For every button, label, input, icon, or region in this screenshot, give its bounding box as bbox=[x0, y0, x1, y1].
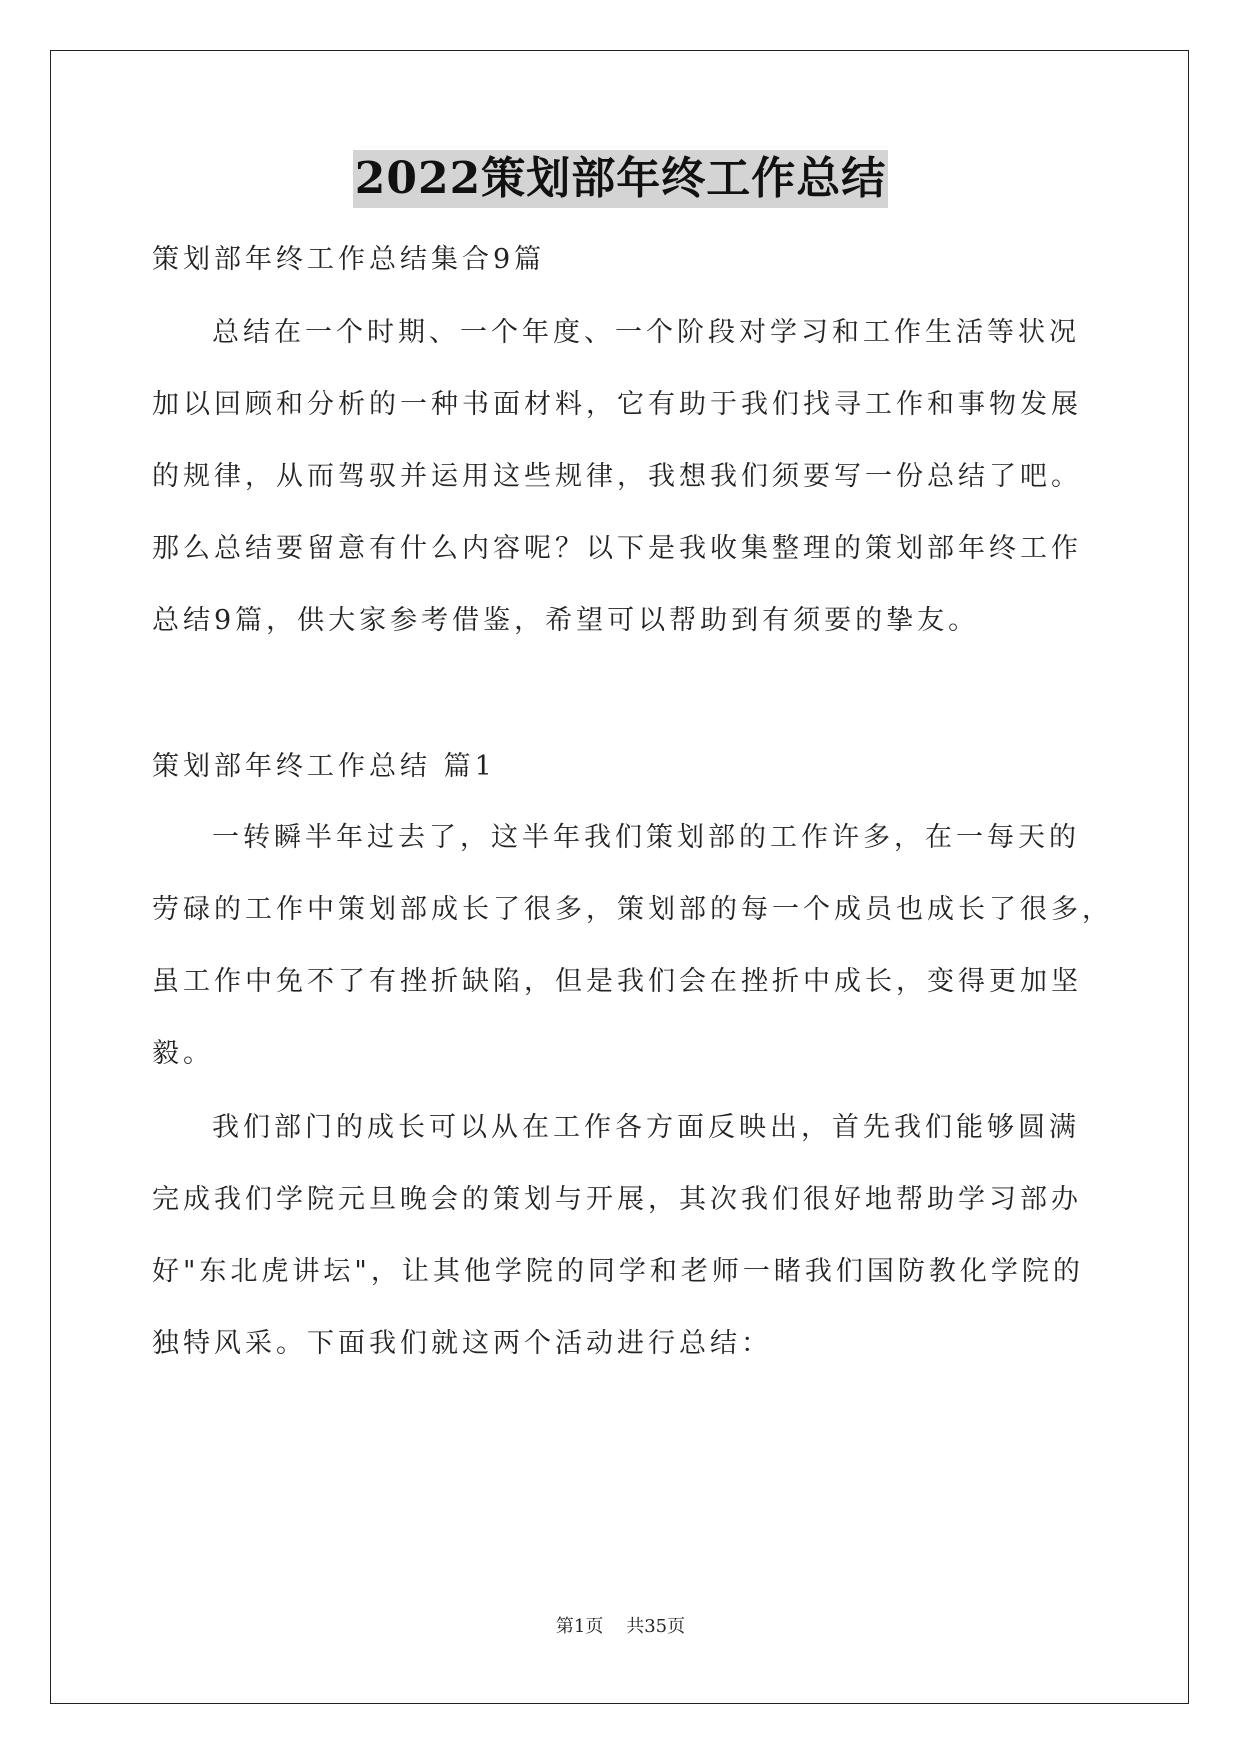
para1-line-2: 劳碌的工作中策划部成长了很多，策划部的每一个成员也成长了很多， bbox=[152, 894, 1113, 925]
para2-line-1: 我们部门的成长可以从在工作各方面反映出，首先我们能够圆满 bbox=[212, 1112, 1080, 1143]
para2-line-2: 完成我们学院元旦晚会的策划与开展，其次我们很好地帮助学习部办 bbox=[152, 1184, 1082, 1215]
title-block bbox=[0, 150, 1241, 208]
page-footer: 第1页 共35页 bbox=[555, 1616, 686, 1637]
para1-line-3: 虽工作中免不了有挫折缺陷，但是我们会在挫折中成长，变得更加坚 bbox=[152, 966, 1082, 997]
para1-line-4: 毅。 bbox=[152, 1038, 214, 1069]
section-heading: 策划部年终工作总结 篇1 bbox=[152, 751, 496, 782]
intro-line-5: 总结9篇，供大家参考借鉴，希望可以帮助到有须要的挚友。 bbox=[152, 605, 980, 636]
intro-line-2: 加以回顾和分析的一种书面材料，它有助于我们找寻工作和事物发展 bbox=[152, 389, 1082, 420]
intro-line-3: 的规律，从而驾驭并运用这些规律，我想我们须要写一份总结了吧。 bbox=[152, 461, 1082, 492]
intro-line-4: 那么总结要留意有什么内容呢？以下是我收集整理的策划部年终工作 bbox=[152, 533, 1082, 564]
para2-line-4: 独特风采。下面我们就这两个活动进行总结： bbox=[152, 1328, 772, 1359]
document-subtitle: 策划部年终工作总结集合9篇 bbox=[152, 244, 546, 275]
document-title: 2022策划部年终工作总结 bbox=[353, 150, 888, 208]
para2-line-3: 好"东北虎讲坛"，让其他学院的同学和老师一睹我们国防教化学院的 bbox=[152, 1256, 1084, 1287]
intro-line-1: 总结在一个时期、一个年度、一个阶段对学习和工作生活等状况 bbox=[212, 317, 1080, 348]
para1-line-1: 一转瞬半年过去了，这半年我们策划部的工作许多，在一每天的 bbox=[212, 822, 1080, 853]
page-border bbox=[50, 50, 1189, 1704]
